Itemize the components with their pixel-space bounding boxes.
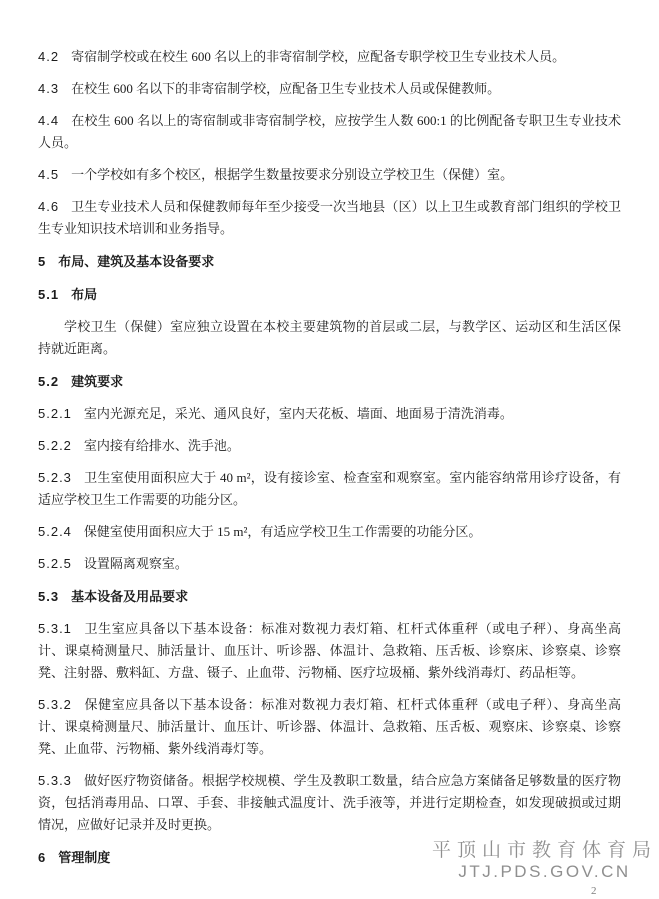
clause-5-2-1 xyxy=(38,403,621,425)
clause-text: 室内接有给排水、洗手池。 xyxy=(83,438,240,453)
section-number: 5.1 xyxy=(38,287,60,302)
clause-text: 在校生 600 名以上的寄宿制或非寄宿制学校，应按学生人数 600:1 的比例配备专职卫生专业技术人员。 xyxy=(38,113,621,150)
clause-number: 4.2 xyxy=(38,49,60,64)
clause-4-5 xyxy=(38,164,621,186)
clause-text: 一个学校如有多个校区，根据学生数量按要求分别设立学校卫生（保健）室。 xyxy=(71,167,514,182)
watermark xyxy=(432,840,657,882)
section-title: 布局、建筑及基本设备要求 xyxy=(58,254,215,269)
clause-number: 5.2.4 xyxy=(38,524,72,539)
clause-text: 保健室应具备以下基本设备：标准对数视力表灯箱、杠杆式体重秤（或电子秤）、身高坐高计、课桌椅测量尺、肺活量计、血压计、听诊器、体温计、急救箱、压舌板、观察床、诊察桌、诊察凳、止血带、污物桶、紫外线消毒灯等。 xyxy=(38,697,621,756)
clause-number: 5.2.2 xyxy=(38,438,72,453)
clause-number: 4.5 xyxy=(38,167,60,182)
clause-text: 保健室使用面积应大于 15 m²，有适应学校卫生工作需要的功能分区。 xyxy=(83,524,482,539)
page-number: 2 xyxy=(591,885,597,897)
clause-4-4 xyxy=(38,110,621,154)
clause-text: 室内光源充足，采光、通风良好，室内天花板、墙面、地面易于清洗消毒。 xyxy=(83,406,513,421)
subsection-heading-5-1 xyxy=(38,284,621,306)
clause-text: 卫生专业技术人员和保健教师每年至少接受一次当地县（区）以上卫生或教育部门组织的学校卫生专业知识技术培训和业务指导。 xyxy=(38,199,621,236)
section-number: 5.3 xyxy=(38,589,60,604)
clause-text: 寄宿制学校或在校生 600 名以上的非寄宿制学校，应配备专职学校卫生专业技术人员。 xyxy=(71,49,566,64)
clause-text: 做好医疗物资储备。根据学校规模、学生及教职工数量，结合应急方案储备足够数量的医疗物资，包括消毒用品、口罩、手套、非接触式温度计、洗手液等，并进行定期检查，如发现破损或过期情况，应做好记录并及时更换。 xyxy=(38,773,621,832)
document-content xyxy=(38,46,621,879)
clause-5-2-2 xyxy=(38,435,621,457)
clause-number: 5.3.2 xyxy=(38,697,72,712)
clause-4-3 xyxy=(38,78,621,100)
clause-5-3-1 xyxy=(38,618,621,684)
clause-number: 5.2.3 xyxy=(38,470,72,485)
section-title: 基本设备及用品要求 xyxy=(71,589,189,604)
clause-4-6 xyxy=(38,196,621,240)
clause-number: 5.3.3 xyxy=(38,773,72,788)
paragraph-5-1-body: 学校卫生（保健）室应独立设置在本校主要建筑物的首层或二层，与教学区、运动区和生活区保持就近距离。 xyxy=(38,319,621,356)
watermark-agency-name: 平顶山市教育体育局 xyxy=(431,840,657,861)
clause-5-2-3 xyxy=(38,467,621,511)
clause-5-3-2 xyxy=(38,694,621,760)
section-title: 管理制度 xyxy=(58,850,111,865)
subsection-heading-5-2 xyxy=(38,371,621,393)
clause-number: 5.3.1 xyxy=(38,621,72,636)
clause-number: 5.2.1 xyxy=(38,406,72,421)
clause-5-2-5 xyxy=(38,553,621,575)
section-number: 6 xyxy=(38,850,47,865)
section-number: 5 xyxy=(38,254,47,269)
clause-5-2-4 xyxy=(38,521,621,543)
clause-number: 5.2.5 xyxy=(38,556,72,571)
clause-text: 设置隔离观察室。 xyxy=(83,556,188,571)
clause-text: 卫生室使用面积应大于 40 m²，设有接诊室、检查室和观察室。室内能容纳常用诊疗设备，有适应学校卫生工作需要的功能分区。 xyxy=(38,470,621,507)
subsection-heading-5-3 xyxy=(38,586,621,608)
clause-4-2 xyxy=(38,46,621,68)
clause-number: 4.3 xyxy=(38,81,60,96)
section-title: 建筑要求 xyxy=(71,374,124,389)
watermark-url: JTJ.PDS.GOV.CN xyxy=(458,862,631,881)
clause-5-3-3 xyxy=(38,770,621,836)
section-title: 布局 xyxy=(71,287,98,302)
section-heading-5 xyxy=(38,251,621,273)
clause-number: 4.6 xyxy=(38,199,60,214)
clause-text: 卫生室应具备以下基本设备：标准对数视力表灯箱、杠杆式体重秤（或电子秤）、身高坐高计、课桌椅测量尺、肺活量计、血压计、听诊器、体温计、急救箱、压舌板、诊察床、诊察桌、诊察凳、注射器、敷料缸、方盘、镊子、止血带、污物桶、医疗垃圾桶、紫外线消毒灯、药品柜等。 xyxy=(38,621,621,680)
clause-number: 4.4 xyxy=(38,113,60,128)
clause-text: 在校生 600 名以下的非寄宿制学校，应配备卫生专业技术人员或保健教师。 xyxy=(71,81,501,96)
section-number: 5.2 xyxy=(38,374,60,389)
